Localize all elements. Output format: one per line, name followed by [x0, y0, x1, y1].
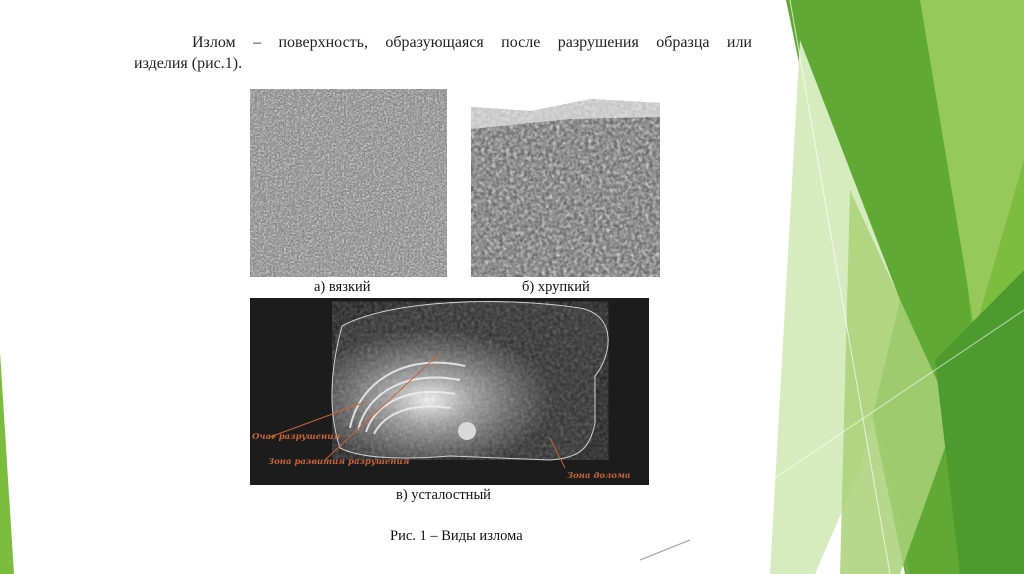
paragraph-line-2: изделия (рис.1). [134, 55, 243, 72]
photo-ductile-fracture [250, 89, 447, 277]
figure-caption: Рис. 1 – Виды излома [390, 528, 523, 544]
annotation-fracture: Зона долома [567, 471, 631, 481]
annotation-origin: Очаг разрушения [252, 432, 341, 442]
definition-paragraph [134, 32, 752, 74]
paragraph-line-1: Излом – поверхность, образующаяся после разрушения образца или [192, 34, 752, 51]
decor-line [640, 540, 690, 560]
caption-brittle: б) хрупкий [522, 279, 590, 295]
annotation-propagation: Зона развития разрушения [268, 457, 410, 467]
caption-fatigue: в) усталостный [396, 487, 491, 503]
photo-brittle-fracture [471, 89, 660, 277]
caption-ductile: а) вязкий [314, 279, 371, 295]
left-green-sliver [0, 352, 14, 574]
